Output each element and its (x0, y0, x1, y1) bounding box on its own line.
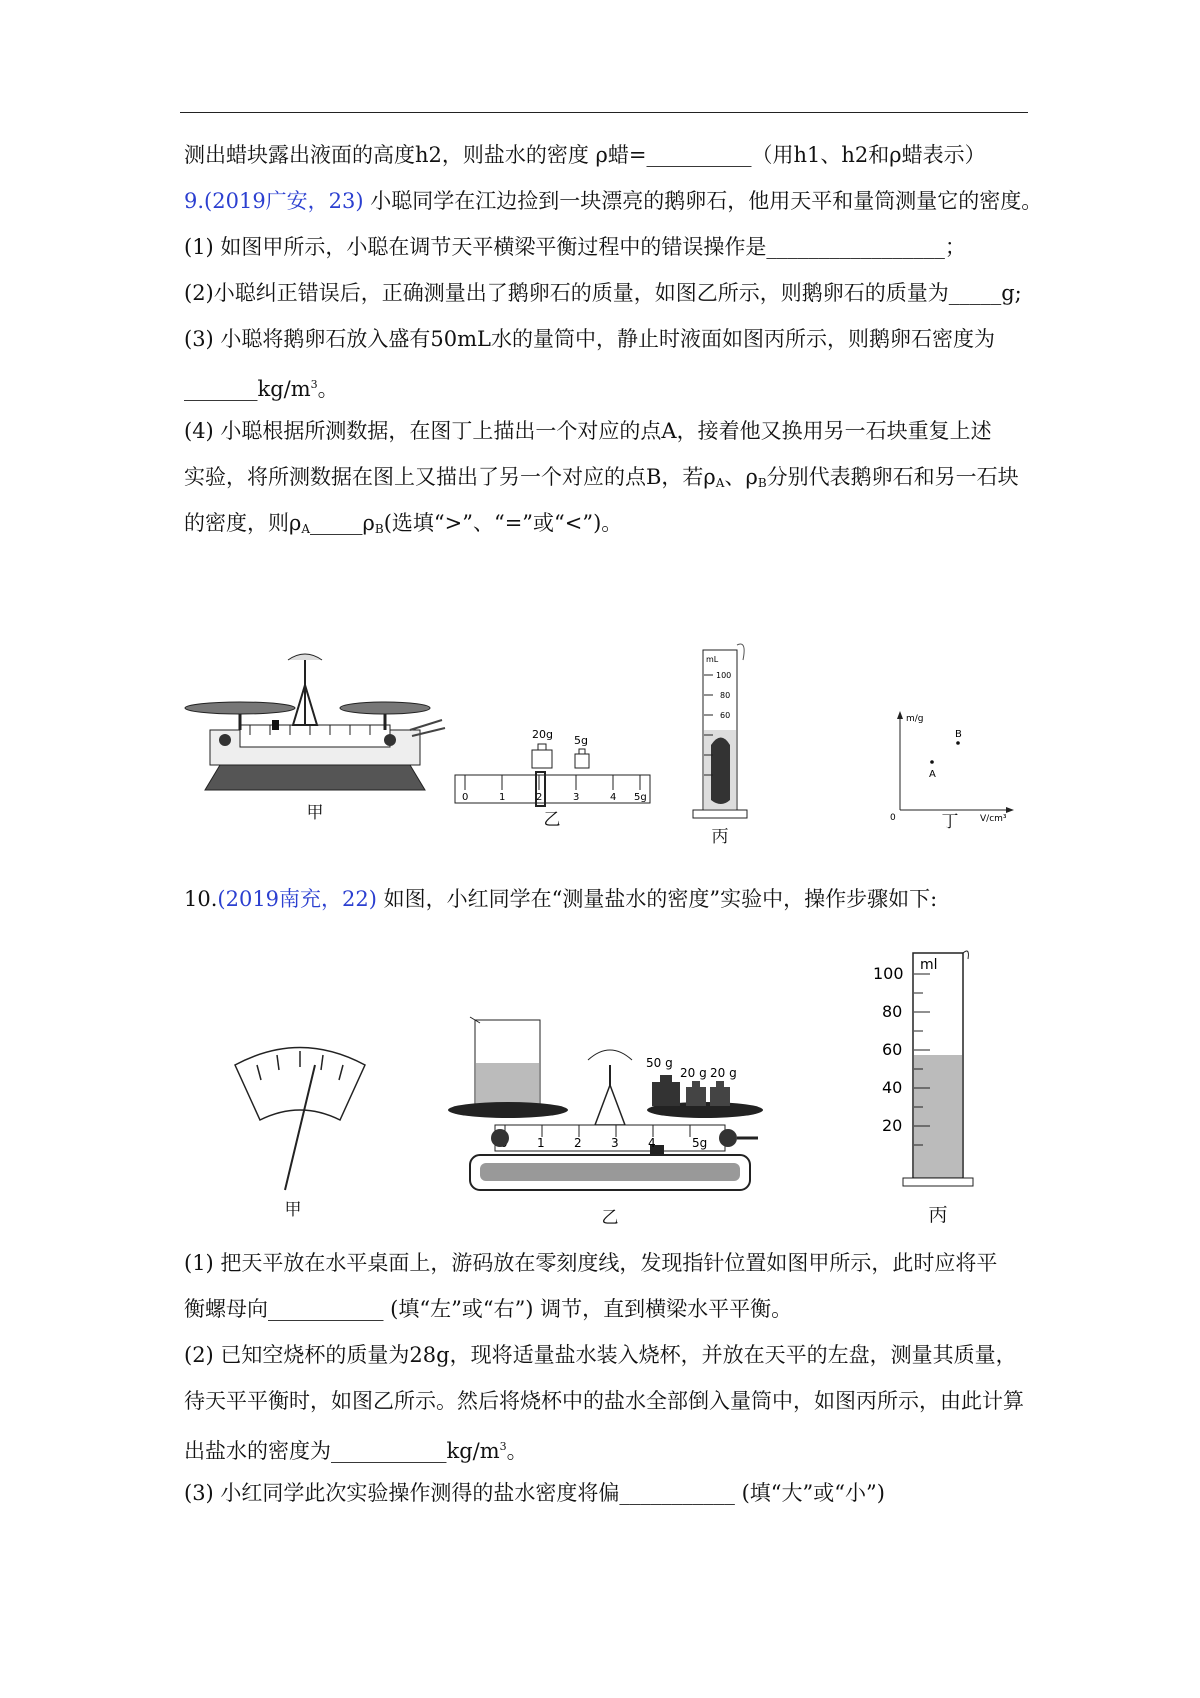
q9-ding-ylabel: m/g (906, 714, 924, 724)
q9-bing-ml: mL (706, 655, 719, 664)
q10-stem-text: 如图，小红同学在“测量盐水的密度”实验中，操作步骤如下: (383, 887, 938, 911)
q9-figure-yi (450, 720, 655, 830)
q9-yi-weight-5: 5g (574, 734, 588, 747)
q9-bing-tick-80: 80 (720, 691, 731, 700)
q10-yi-scale-5g: 5g (692, 1136, 708, 1150)
q9-yi-scale-5g: 5g (634, 792, 647, 803)
q10-part2: (2) 已知空烧杯的质量为28g，现将适量盐水装入烧杯，并放在天平的左盘，测量其质量， (184, 1343, 1017, 1367)
q9-part3-end: 。 (317, 377, 339, 401)
q9-bing-caption: 丙 (711, 827, 729, 847)
q9-part4-l3c: (选填“>”、“=”或“<”)。 (383, 511, 623, 535)
q10-figure-yi (440, 1005, 780, 1228)
header-rule (180, 112, 1028, 113)
q9-part1: (1) 如图甲所示，小聪在调节天平横梁平衡过程中的错误操作是_________________； (184, 235, 966, 259)
q10-bing-tick-40: 40 (882, 1078, 903, 1097)
q9-yi-scale-3: 3 (573, 792, 580, 803)
q9-ding-point-b (956, 741, 960, 745)
q10-bing-tick-100: 100 (873, 964, 904, 983)
q10-yi-weight-50: 50 g (646, 1056, 673, 1070)
q9-yi-scale-2: 2 (536, 792, 543, 803)
q9-part4-line3 (184, 508, 622, 544)
q9-figure-bing (685, 640, 755, 847)
q9-bing-tick-60: 60 (720, 711, 731, 720)
q9-sub-a: A (715, 476, 725, 490)
q10-part1: (1) 把天平放在水平桌面上，游码放在零刻度线，发现指针位置如图甲所示，此时应将平 (184, 1251, 998, 1275)
q9-ding-caption: 丁 (941, 812, 959, 832)
q9-sub-a2: A (301, 522, 311, 536)
q10-bing-tick-20: 20 (882, 1116, 903, 1135)
q9-yi-scale-1: 1 (499, 792, 506, 803)
q10-part2-cont: 待天平平衡时，如图乙所示。然后将烧杯中的盐水全部倒入量筒中，如图丙所示，由此计算 (184, 1389, 1024, 1413)
q10-part2-end: 。 (506, 1439, 528, 1463)
q9-yi-weight-20: 20g (532, 728, 553, 741)
q9-stem-text: 小聪同学在江边捡到一块漂亮的鹅卵石，他用天平和量筒测量它的密度。 (370, 189, 1043, 213)
q10-number: 10. (184, 887, 218, 911)
q9-part4-l3a: 的密度，则ρ (184, 511, 302, 535)
q10-bing-tick-80: 80 (882, 1002, 903, 1021)
q10-jia-caption: 甲 (284, 1200, 302, 1220)
q9-part4-l2c: 分别代表鹅卵石和另一石块 (766, 465, 1019, 489)
q10-figure-jia (225, 1025, 375, 1220)
q10-stem (184, 884, 937, 914)
q9-source: (2019广安，23) (204, 189, 364, 213)
q9-sub-b2: B (374, 522, 384, 536)
q10-yi-scale-1: 1 (537, 1136, 545, 1150)
q9-jia-caption: 甲 (306, 803, 324, 823)
q10-yi-scale-3: 3 (611, 1136, 619, 1150)
q10-part1-cont: 衡螺母向___________ (填“左”或“右”) 调节，直到横梁水平平衡。 (184, 1297, 793, 1321)
q9-bing-tick-100: 100 (716, 671, 732, 680)
q9-ding-origin: 0 (890, 813, 896, 823)
q9-part3-cont (184, 370, 339, 404)
q9-ding-point-a (930, 760, 934, 764)
q9-part3-sup: 3 (310, 378, 318, 391)
q9-figure-jia (180, 630, 450, 823)
q10-part2-answer-text: 出盐水的密度为___________kg/m (184, 1439, 500, 1463)
q10-part2-answer (184, 1432, 528, 1466)
q10-bing-caption: 丙 (928, 1204, 948, 1226)
q10-yi-scale-2: 2 (574, 1136, 582, 1150)
prev-question-line: 测出蜡块露出液面的高度h2，则盐水的密度 ρ蜡=__________（用h1、h2和ρ蜡表示） (184, 143, 986, 167)
q9-yi-caption: 乙 (543, 810, 561, 830)
q9-part4-l3b: _____ρ (310, 511, 375, 535)
q9-part4-line2 (184, 462, 1019, 498)
q9-ding-xlabel: V/cm³ (980, 814, 1007, 824)
q9-sub-b: B (757, 476, 767, 490)
q9-stem (184, 186, 1042, 216)
q9-ding-label-b: B (955, 729, 962, 740)
q9-part3: (3) 小聪将鹅卵石放入盛有50mL水的量筒中，静止时液面如图丙所示，则鹅卵石密度为 (184, 327, 995, 351)
q10-yi-weight-20a: 20 g (680, 1066, 707, 1080)
q9-part4-l2b: 、ρ (724, 465, 758, 489)
q10-yi-caption: 乙 (601, 1208, 619, 1228)
q10-part2-sup: 3 (499, 1440, 507, 1453)
q10-yi-weight-20b: 20 g (710, 1066, 737, 1080)
q10-part3: (3) 小红同学此次实验操作测得的盐水密度将偏___________ (填“大”或“小”) (184, 1481, 885, 1505)
q9-part4-l2a: 实验，将所测数据在图上又描出了另一个对应的点B，若ρ (184, 465, 716, 489)
q9-part4: (4) 小聪根据所测数据，在图丁上描出一个对应的点A，接着他又换用另一石块重复上述 (184, 419, 992, 443)
q10-figure-bing (868, 945, 978, 1226)
q9-number: 9. (184, 189, 205, 213)
q9-figure-ding (880, 705, 1020, 832)
q10-yi-scale-4: 4 (648, 1136, 656, 1150)
q10-bing-tick-60: 60 (882, 1040, 903, 1059)
q9-part2: (2)小聪纠正错误后，正确测量出了鹅卵石的质量，如图乙所示，则鹅卵石的质量为_____g; (184, 281, 1022, 305)
q9-yi-scale-4: 4 (610, 792, 617, 803)
q10-source: (2019南充，22) (217, 887, 377, 911)
q9-part3-answer: _______kg/m (184, 377, 311, 401)
q9-ding-label-a: A (929, 769, 936, 780)
q10-bing-ml: ml (920, 957, 938, 973)
q9-yi-scale-0: 0 (462, 792, 469, 803)
